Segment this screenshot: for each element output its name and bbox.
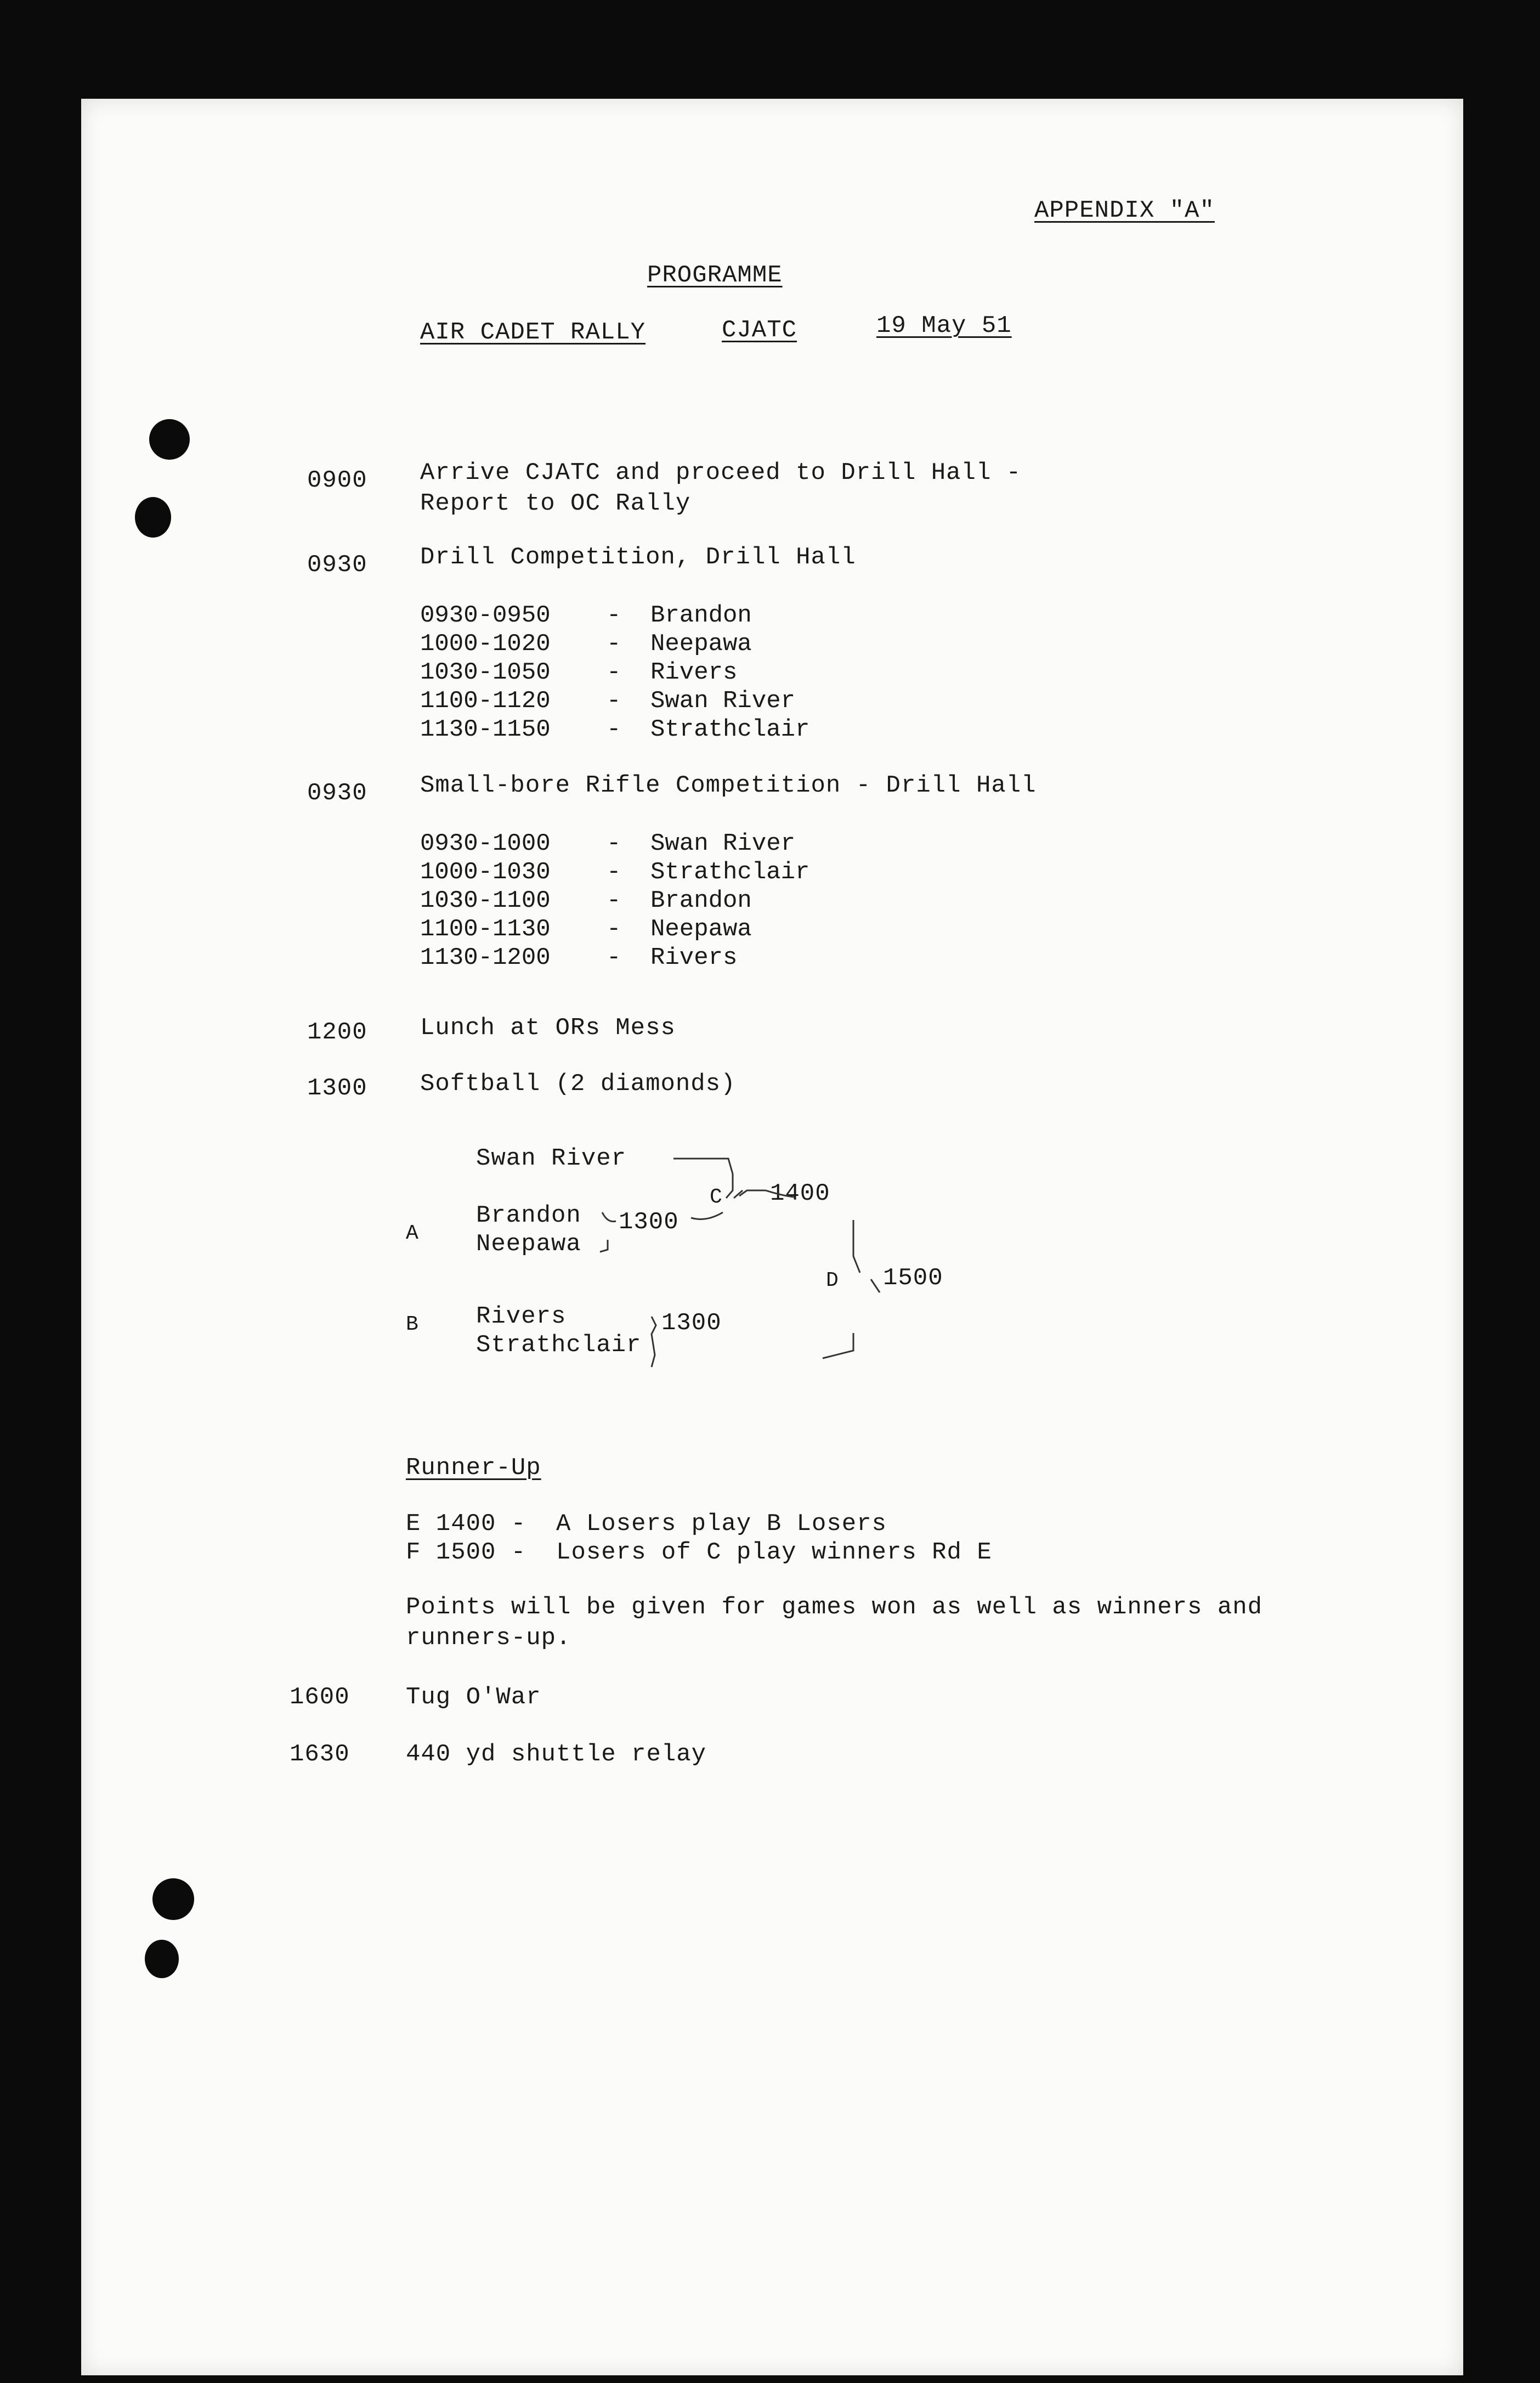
team: Swan River bbox=[650, 830, 796, 857]
dash: - bbox=[607, 916, 621, 943]
group-a-team: Neepawa bbox=[476, 1230, 581, 1258]
runner-up-line: E 1400 - A Losers play B Losers bbox=[406, 1510, 887, 1538]
game-c-label: C bbox=[710, 1185, 723, 1209]
slot: 1000-1030 bbox=[420, 859, 551, 886]
game-d-time: 1500 bbox=[883, 1264, 943, 1292]
item-time: 0930 bbox=[307, 780, 367, 807]
item-text: Arrive CJATC and proceed to Drill Hall - Report to OC Rally bbox=[420, 459, 1022, 517]
group-a-time: 1300 bbox=[619, 1209, 679, 1236]
dash: - bbox=[607, 716, 621, 743]
item-time: 1300 bbox=[307, 1075, 367, 1102]
team: Neepawa bbox=[650, 630, 752, 658]
item-text: 440 yd shuttle relay bbox=[406, 1741, 707, 1768]
group-a-label: A bbox=[406, 1222, 419, 1245]
runner-up-line: F 1500 - Losers of C play winners Rd E bbox=[406, 1539, 992, 1566]
slot: 1100-1120 bbox=[420, 687, 551, 715]
dash: - bbox=[607, 659, 621, 686]
document-page bbox=[81, 99, 1463, 2375]
team: Rivers bbox=[650, 659, 738, 686]
event-name: AIR CADET RALLY bbox=[420, 319, 646, 346]
item-time: 0900 bbox=[307, 467, 367, 494]
event-date: 19 May 51 bbox=[876, 312, 1012, 340]
runner-up-note: Points will be given for games won as well as winners and runners-up. bbox=[406, 1594, 1263, 1652]
item-time: 1600 bbox=[290, 1684, 350, 1711]
bracket-bye-team: Swan River bbox=[476, 1145, 627, 1172]
slot: 1030-1100 bbox=[420, 887, 551, 914]
dash: - bbox=[607, 630, 621, 658]
item-time: 1200 bbox=[307, 1019, 367, 1046]
dash: - bbox=[607, 887, 621, 914]
slot: 1130-1200 bbox=[420, 944, 551, 972]
event-place: CJATC bbox=[722, 317, 797, 344]
slot: 1130-1150 bbox=[420, 716, 551, 743]
slot: 0930-1000 bbox=[420, 830, 551, 857]
dash: - bbox=[607, 687, 621, 715]
dash: - bbox=[607, 859, 621, 886]
team: Brandon bbox=[650, 602, 752, 629]
item-time: 1630 bbox=[290, 1741, 350, 1768]
team: Strathclair bbox=[650, 859, 810, 886]
appendix-label: APPENDIX "A" bbox=[1034, 197, 1215, 224]
group-b-team: Strathclair bbox=[476, 1331, 642, 1359]
slot: 0930-0950 bbox=[420, 602, 551, 629]
dash: - bbox=[607, 602, 621, 629]
item-time: 0930 bbox=[307, 551, 367, 579]
team: Swan River bbox=[650, 687, 796, 715]
item-text: Small-bore Rifle Competition - Drill Hall bbox=[420, 772, 1037, 799]
team: Neepawa bbox=[650, 916, 752, 943]
dash: - bbox=[607, 830, 621, 857]
slot: 1100-1130 bbox=[420, 916, 551, 943]
item-text: Tug O'War bbox=[406, 1684, 541, 1711]
page-title: PROGRAMME bbox=[647, 262, 783, 289]
slot: 1030-1050 bbox=[420, 659, 551, 686]
item-text: Drill Competition, Drill Hall bbox=[420, 544, 856, 571]
group-b-label: B bbox=[406, 1313, 419, 1336]
group-a-team: Brandon bbox=[476, 1202, 581, 1229]
game-c-time: 1400 bbox=[770, 1180, 830, 1207]
team: Strathclair bbox=[650, 716, 810, 743]
group-b-time: 1300 bbox=[661, 1309, 722, 1337]
item-text: Lunch at ORs Mess bbox=[420, 1014, 676, 1042]
group-b-team: Rivers bbox=[476, 1303, 567, 1330]
game-d-label: D bbox=[826, 1269, 839, 1292]
softball-bracket-lines bbox=[81, 99, 1463, 2375]
team: Brandon bbox=[650, 887, 752, 914]
team: Rivers bbox=[650, 944, 738, 972]
runner-up-heading: Runner-Up bbox=[406, 1454, 541, 1482]
dash: - bbox=[607, 944, 621, 972]
item-text: Softball (2 diamonds) bbox=[420, 1070, 736, 1098]
slot: 1000-1020 bbox=[420, 630, 551, 658]
